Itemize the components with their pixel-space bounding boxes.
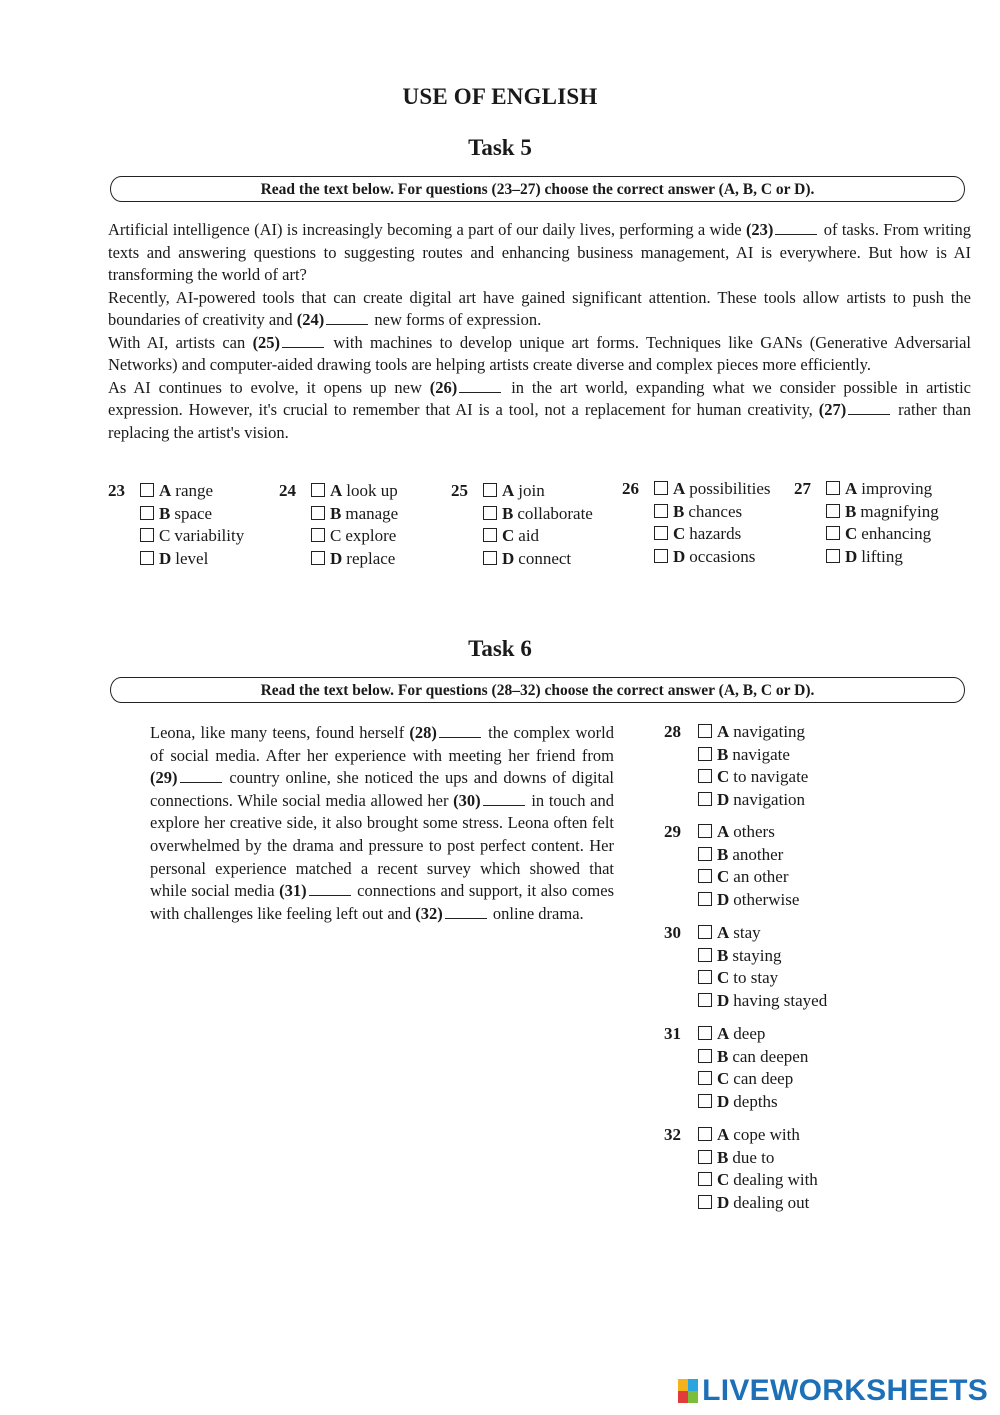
checkbox-icon[interactable] [140, 506, 154, 520]
checkbox-icon[interactable] [483, 483, 497, 497]
option-27-b[interactable]: B magnifying [826, 501, 939, 524]
option-29-b[interactable]: B another [698, 844, 783, 867]
option-32-d[interactable]: D dealing out [698, 1192, 809, 1215]
checkbox-icon[interactable] [698, 1049, 712, 1063]
question-31 [664, 1023, 884, 1115]
task5-title: Task 5 [468, 135, 532, 160]
question-23 [108, 480, 273, 572]
checkbox-icon[interactable] [698, 970, 712, 984]
question-number: 25 [451, 481, 468, 500]
option-28-d[interactable]: D navigation [698, 789, 805, 812]
gap-28[interactable] [439, 723, 481, 738]
option-24-a[interactable]: A look up [311, 480, 398, 503]
question-number: 28 [664, 722, 681, 741]
option-26-b[interactable]: B chances [654, 501, 742, 524]
option-23-a[interactable]: A range [140, 480, 213, 503]
checkbox-icon[interactable] [698, 1150, 712, 1164]
checkbox-icon[interactable] [698, 869, 712, 883]
checkbox-icon[interactable] [654, 549, 668, 563]
checkbox-icon[interactable] [654, 526, 668, 540]
checkbox-icon[interactable] [654, 504, 668, 518]
question-number: 23 [108, 481, 125, 500]
checkbox-icon[interactable] [483, 551, 497, 565]
checkbox-icon[interactable] [826, 549, 840, 563]
option-28-c[interactable]: C to navigate [698, 766, 808, 789]
checkbox-icon[interactable] [698, 1026, 712, 1040]
option-32-c[interactable]: C dealing with [698, 1169, 818, 1192]
checkbox-icon[interactable] [698, 1195, 712, 1209]
logo-text: LIVEWORKSHEETS [702, 1374, 988, 1407]
task5-text [108, 219, 971, 444]
option-31-c[interactable]: C can deep [698, 1068, 793, 1091]
question-number: 30 [664, 923, 681, 942]
task6-text [150, 722, 614, 925]
option-24-b[interactable]: B manage [311, 503, 398, 526]
checkbox-icon[interactable] [698, 1172, 712, 1186]
gap-25[interactable] [282, 333, 324, 348]
question-28 [664, 721, 884, 813]
question-30 [664, 922, 884, 1014]
option-24-d[interactable]: D replace [311, 548, 395, 571]
task6-paragraph: Leona, like many teens, found herself (28) the complex world of social media. After her experience with meeting her friend from (29) country online, she noticed the ups and downs of digital connections. While social media allowed her (30) in touch and explore her creative side, it also brought some stress. Leona often felt overwhelmed by the drama and pressure to post perfect content. Her personal experience matched a recent survey which showed that while social media (31) connections and support, it also comes with challenges like feeling left out and (32) online drama. [150, 723, 614, 923]
option-30-b[interactable]: B staying [698, 945, 781, 968]
option-32-a[interactable]: A cope with [698, 1124, 800, 1147]
checkbox-icon[interactable] [826, 526, 840, 540]
option-24-c[interactable]: C explore [311, 525, 396, 548]
gap-31[interactable] [309, 881, 351, 896]
gap-29[interactable] [180, 768, 222, 783]
liveworksheets-logo [678, 1375, 988, 1407]
question-number: 31 [664, 1024, 681, 1043]
gap-27[interactable] [848, 400, 890, 415]
option-23-b[interactable]: B space [140, 503, 212, 526]
gap-26[interactable] [459, 378, 501, 393]
option-31-b[interactable]: B can deepen [698, 1046, 808, 1069]
checkbox-icon[interactable] [311, 506, 325, 520]
checkbox-icon[interactable] [311, 551, 325, 565]
checkbox-icon[interactable] [140, 483, 154, 497]
option-30-a[interactable]: A stay [698, 922, 761, 945]
question-27 [794, 478, 964, 570]
question-number: 29 [664, 822, 681, 841]
checkbox-icon[interactable] [140, 528, 154, 542]
question-32 [664, 1124, 884, 1216]
task5-paragraph-4: As AI continues to evolve, it opens up new (26) in the art world, expanding what we consider possible in artistic expression. However, it's crucial to remember that AI is a tool, not a replacement for human creativity, (27) rather than replacing the artist's vision. [108, 377, 971, 442]
checkbox-icon[interactable] [698, 993, 712, 1007]
option-27-c[interactable]: C enhancing [826, 523, 931, 546]
option-28-a[interactable]: A navigating [698, 721, 805, 744]
option-32-b[interactable]: B due to [698, 1147, 774, 1170]
question-number: 24 [279, 481, 296, 500]
gap-24[interactable] [326, 310, 368, 325]
option-31-a[interactable]: A deep [698, 1023, 765, 1046]
question-number: 26 [622, 479, 639, 498]
option-25-b[interactable]: B collaborate [483, 503, 593, 526]
option-27-a[interactable]: A improving [826, 478, 932, 501]
checkbox-icon[interactable] [698, 847, 712, 861]
checkbox-icon[interactable] [654, 481, 668, 495]
task5-instruction: Read the text below. For questions (23–27) choose the correct answer (A, B, C or D). [110, 176, 965, 202]
option-29-d[interactable]: D otherwise [698, 889, 799, 912]
option-25-a[interactable]: A join [483, 480, 545, 503]
task5-paragraph-1: Artificial intelligence (AI) is increasingly becoming a part of our daily lives, performing a wide (23) of tasks. From writing texts and answering questions to suggesting routes and enhancing business management, AI is everywhere. But how is AI transforming the world of art? [108, 220, 971, 284]
checkbox-icon[interactable] [698, 1071, 712, 1085]
question-25 [451, 480, 616, 572]
checkbox-icon[interactable] [698, 747, 712, 761]
gap-23[interactable] [775, 220, 817, 235]
checkbox-icon[interactable] [140, 551, 154, 565]
task6-instruction: Read the text below. For questions (28–32) choose the correct answer (A, B, C or D). [110, 677, 965, 703]
option-26-c[interactable]: C hazards [654, 523, 741, 546]
option-25-d[interactable]: D connect [483, 548, 571, 571]
option-29-c[interactable]: C an other [698, 866, 789, 889]
gap-30[interactable] [483, 791, 525, 806]
checkbox-icon[interactable] [826, 504, 840, 518]
section-title: USE OF ENGLISH [402, 84, 598, 109]
checkbox-icon[interactable] [311, 528, 325, 542]
option-26-a[interactable]: A possibilities [654, 478, 771, 501]
option-25-c[interactable]: C aid [483, 525, 539, 548]
option-26-d[interactable]: D occasions [654, 546, 755, 569]
option-29-a[interactable]: A others [698, 821, 775, 844]
checkbox-icon[interactable] [698, 824, 712, 838]
checkbox-icon[interactable] [698, 724, 712, 738]
checkbox-icon[interactable] [483, 506, 497, 520]
gap-32[interactable] [445, 904, 487, 919]
option-30-c[interactable]: C to stay [698, 967, 778, 990]
task6-title: Task 6 [468, 636, 532, 661]
checkbox-icon[interactable] [311, 483, 325, 497]
question-24 [279, 480, 444, 572]
checkbox-icon[interactable] [698, 769, 712, 783]
option-23-c[interactable]: C variability [140, 525, 244, 548]
option-31-d[interactable]: D depths [698, 1091, 778, 1114]
checkbox-icon[interactable] [483, 528, 497, 542]
option-23-d[interactable]: D level [140, 548, 208, 571]
option-27-d[interactable]: D lifting [826, 546, 903, 569]
option-28-b[interactable]: B navigate [698, 744, 790, 767]
checkbox-icon[interactable] [826, 481, 840, 495]
task5-paragraph-2: Recently, AI-powered tools that can create digital art have gained significant attention. These tools allow artists to push the boundaries of creativity and (24) new forms of expression. [108, 287, 971, 329]
option-30-d[interactable]: D having stayed [698, 990, 827, 1013]
checkbox-icon[interactable] [698, 1094, 712, 1108]
question-29 [664, 821, 884, 913]
checkbox-icon[interactable] [698, 892, 712, 906]
checkbox-icon[interactable] [698, 1127, 712, 1141]
question-number: 32 [664, 1125, 681, 1144]
question-26 [622, 478, 792, 570]
task5-paragraph-3: With AI, artists can (25) with machines to develop unique art forms. Techniques like GANs (Generative Adversarial Networks) and computer-aided drawing tools are helping artists create diverse and complex pieces more efficiently. [108, 332, 971, 374]
question-number: 27 [794, 479, 811, 498]
liveworksheets-logo-icon [678, 1379, 698, 1403]
checkbox-icon[interactable] [698, 925, 712, 939]
checkbox-icon[interactable] [698, 792, 712, 806]
checkbox-icon[interactable] [698, 948, 712, 962]
